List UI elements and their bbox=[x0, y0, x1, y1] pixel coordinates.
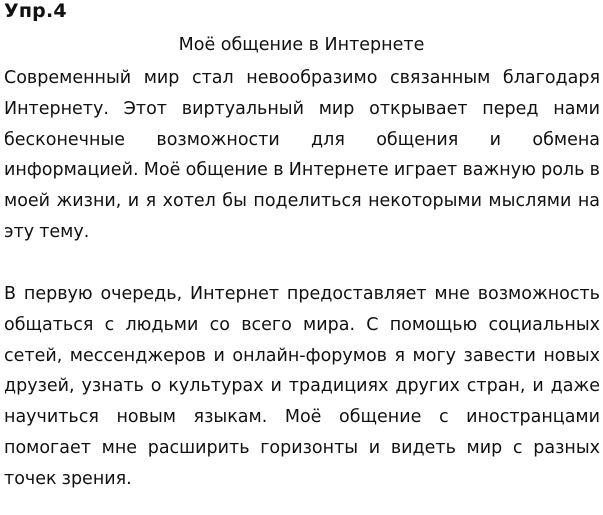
document-title: Моё общение в Интернете bbox=[178, 35, 425, 55]
paragraph-1: Современный мир стал невообразимо связанным благодаря Интернету. Этот виртуальный мир открывает перед нами бесконечные возможности для общения и обмена информацией. Моё общение в Интернете играет важную роль в моей жизни, и я хотел бы поделиться некоторыми мыслями на эту тему. bbox=[4, 68, 600, 242]
exercise-label: Упр.4 bbox=[4, 0, 67, 22]
paragraph-2: В первую очередь, Интернет предоставляет мне возможность общаться с людьми со всего мира. С помощью социальных сетей, мессенджеров и онлайн-форумов я могу завести новых друзей, узнать о культурах и традициях других стран, и даже научиться новым языкам. Моё общение с иностранцами помогает мне расширить горизонты и видеть мир с разных точек зрения. bbox=[4, 284, 600, 489]
